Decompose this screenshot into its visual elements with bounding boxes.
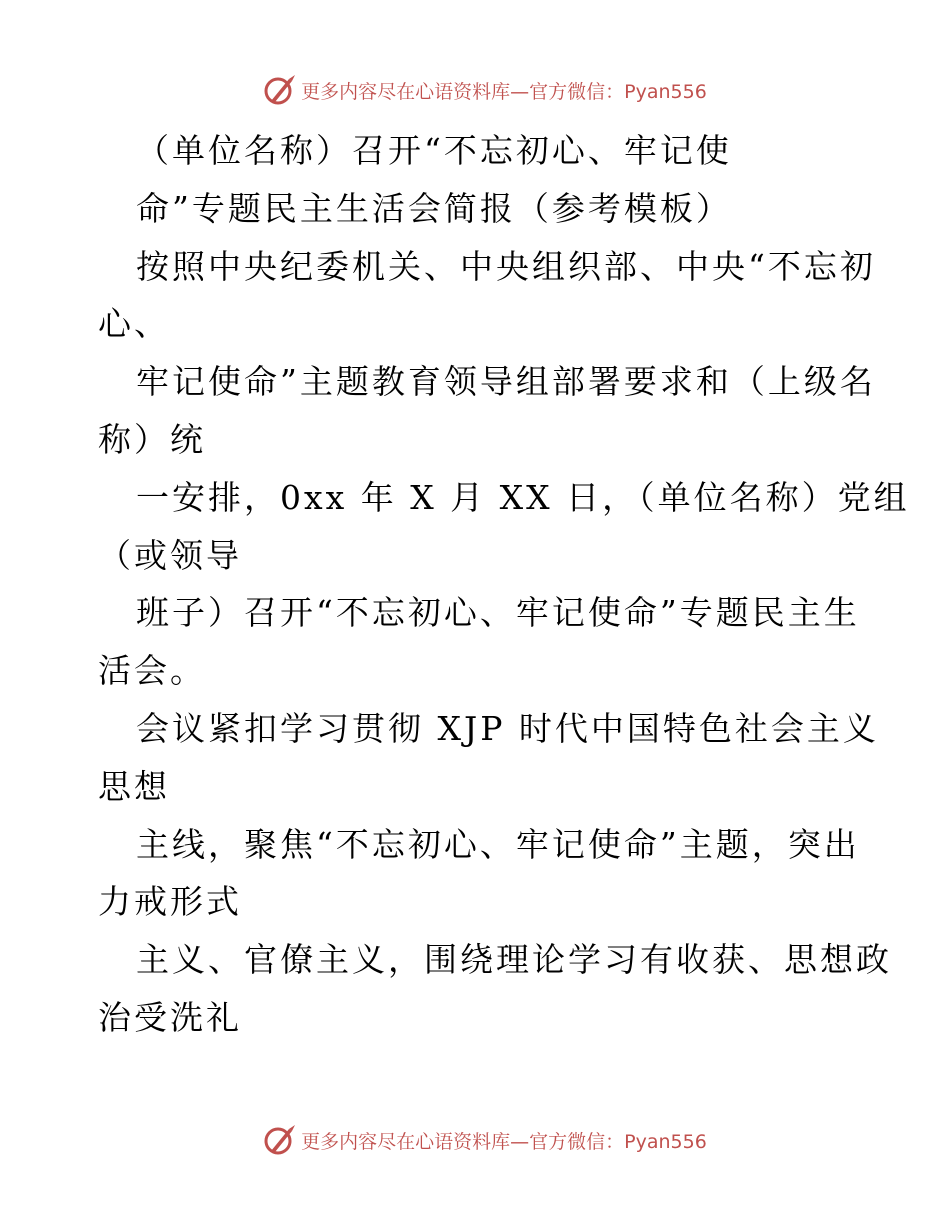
text-line: 治受洗礼 xyxy=(98,997,242,1037)
text-line: 力戒形式 xyxy=(98,882,242,922)
quill-logo-icon xyxy=(263,73,297,107)
text-line: 会议紧扣学习贯彻 XJP 时代中国特色社会主义 xyxy=(136,708,879,748)
banner-text: 更多内容尽在心语资料库—官方微信：Pyan556 xyxy=(301,80,707,103)
text-line: 活会。 xyxy=(98,651,206,691)
text-line: 牢记使命”主题教育领导组部署要求和（上级名 xyxy=(136,362,876,402)
text-line: 心、 xyxy=(98,304,170,344)
header-banner xyxy=(0,70,950,110)
text-line: 班子）召开“不忘初心、牢记使命”专题民主生 xyxy=(136,593,860,633)
text-line: 思想 xyxy=(98,766,170,806)
text-line: 主义、官僚主义，围绕理论学习有收获、思想政 xyxy=(136,940,892,980)
footer-banner xyxy=(0,1120,950,1160)
quill-logo-icon xyxy=(263,1123,297,1157)
text-line: 称）统 xyxy=(98,419,206,459)
banner-text: 更多内容尽在心语资料库—官方微信：Pyan556 xyxy=(301,1130,707,1153)
text-line: 命”专题民主生活会简报（参考模板） xyxy=(136,188,732,228)
text-line: 按照中央纪委机关、中央组织部、中央“不忘初 xyxy=(136,246,876,286)
text-line: 主线，聚焦“不忘初心、牢记使命”主题，突出 xyxy=(136,824,860,864)
document-body xyxy=(98,122,910,1047)
text-line: （或领导 xyxy=(98,535,242,575)
text-line: 一安排，0xx 年 X 月 XX 日，（单位名称）党组 xyxy=(136,477,910,517)
text-line: （单位名称）召开“不忘初心、牢记使 xyxy=(136,131,732,170)
